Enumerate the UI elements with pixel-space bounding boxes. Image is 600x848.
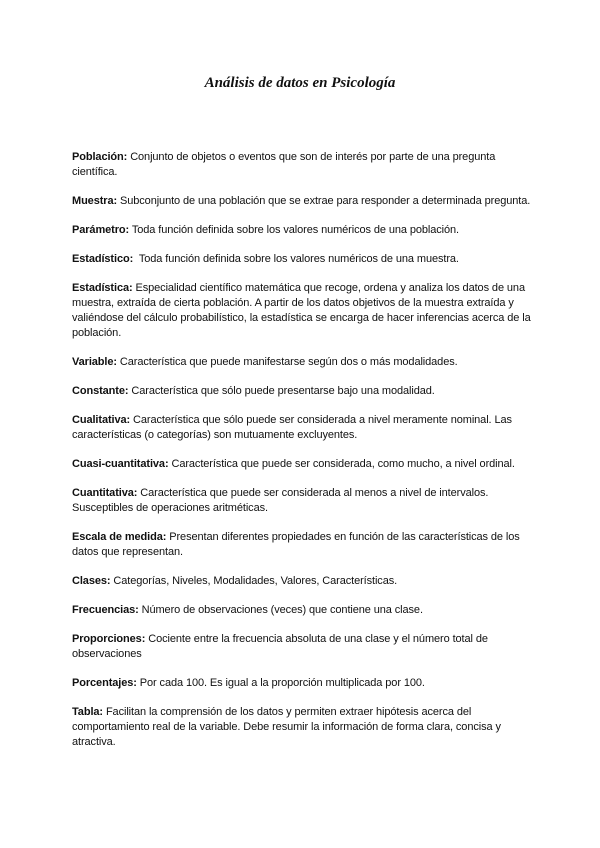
definition-text: Presentan diferentes propiedades en función de las características de los datos que representan.: [72, 531, 520, 558]
definition-term: Clases:: [72, 575, 111, 587]
definition-text: Característica que puede ser considerada, como mucho, a nivel ordinal.: [168, 458, 515, 470]
definition-estadistica: [72, 281, 532, 341]
definition-term: Variable:: [72, 356, 117, 368]
definition-clases: [72, 574, 532, 589]
definition-text: Número de observaciones (veces) que contiene una clase.: [138, 604, 423, 616]
definition-text: Toda función definida sobre los valores numéricos de una muestra.: [133, 253, 459, 265]
definition-variable: [72, 355, 532, 370]
definition-term: Constante:: [72, 385, 129, 397]
definition-term: Cualitativa:: [72, 414, 131, 426]
definition-text: Característica que puede manifestarse según dos o más modalidades.: [116, 356, 458, 368]
definition-text: Conjunto de objetos o eventos que son de interés por parte de una pregunta científica.: [72, 151, 496, 178]
definition-text: Por cada 100. Es igual a la proporción multiplicada por 100.: [136, 677, 425, 689]
definition-text: Facilitan la comprensión de los datos y permiten extraer hipótesis acerca del comportamiento real de la variable. Debe resumir la información de forma clara, concisa y atractiva.: [72, 706, 501, 748]
definition-constante: [72, 384, 532, 399]
definition-term: Cuantitativa:: [72, 487, 138, 499]
definition-term: Estadístico:: [72, 253, 134, 265]
definition-porcentajes: [72, 676, 532, 691]
definition-term: Escala de medida:: [72, 531, 167, 543]
definition-cuantitativa: [72, 486, 532, 516]
definition-frecuencias: [72, 603, 532, 618]
definition-text: Característica que sólo puede ser considerada a nivel meramente nominal. Las características (o categorías) son mutuamente excluyentes.: [72, 414, 512, 441]
definition-text: Cociente entre la frecuencia absoluta de una clase y el número total de observaciones: [72, 633, 488, 660]
definition-proporciones: [72, 632, 532, 662]
definition-term: Tabla:: [72, 706, 103, 718]
definition-cualitativa: [72, 413, 532, 443]
definition-parametro: [72, 223, 532, 238]
definition-term: Muestra:: [72, 195, 118, 207]
definition-cuasi-cuantitativa: [72, 457, 532, 472]
definition-text: Característica que sólo puede presentarse bajo una modalidad.: [128, 385, 435, 397]
definition-term: Cuasi-cuantitativa:: [72, 458, 169, 470]
definition-text: Subconjunto de una población que se extrae para responder a determinada pregunta.: [117, 195, 531, 207]
definition-estadistico: [72, 252, 532, 267]
definition-term: Parámetro:: [72, 224, 130, 236]
definition-escala-de-medida: [72, 530, 532, 560]
definition-term: Población:: [72, 151, 128, 163]
definition-poblacion: [72, 150, 532, 180]
definition-text: Categorías, Niveles, Modalidades, Valores, Características.: [110, 575, 398, 587]
document-title: Análisis de datos en Psicología: [204, 75, 396, 91]
definition-term: Frecuencias:: [72, 604, 139, 616]
definition-text: Característica que puede ser considerada al menos a nivel de intervalos. Susceptibles de operaciones aritméticas.: [72, 487, 489, 514]
definition-text: Toda función definida sobre los valores numéricos de una población.: [129, 224, 460, 236]
definition-term: Proporciones:: [72, 633, 146, 645]
definition-text: Especialidad científico matemática que recoge, ordena y analiza los datos de una muestra, extraída de cierta población. A partir de los datos objetivos de la muestra extraída y valiéndose del cálculo probabilístico, la estadística se encarga de hacer inferencias acerca de la población.: [72, 282, 531, 339]
definition-tabla: [72, 705, 532, 750]
definition-term: Porcentajes:: [72, 677, 137, 689]
definition-term: Estadística:: [72, 282, 133, 294]
definition-list: [72, 150, 532, 764]
definition-muestra: [72, 194, 532, 209]
